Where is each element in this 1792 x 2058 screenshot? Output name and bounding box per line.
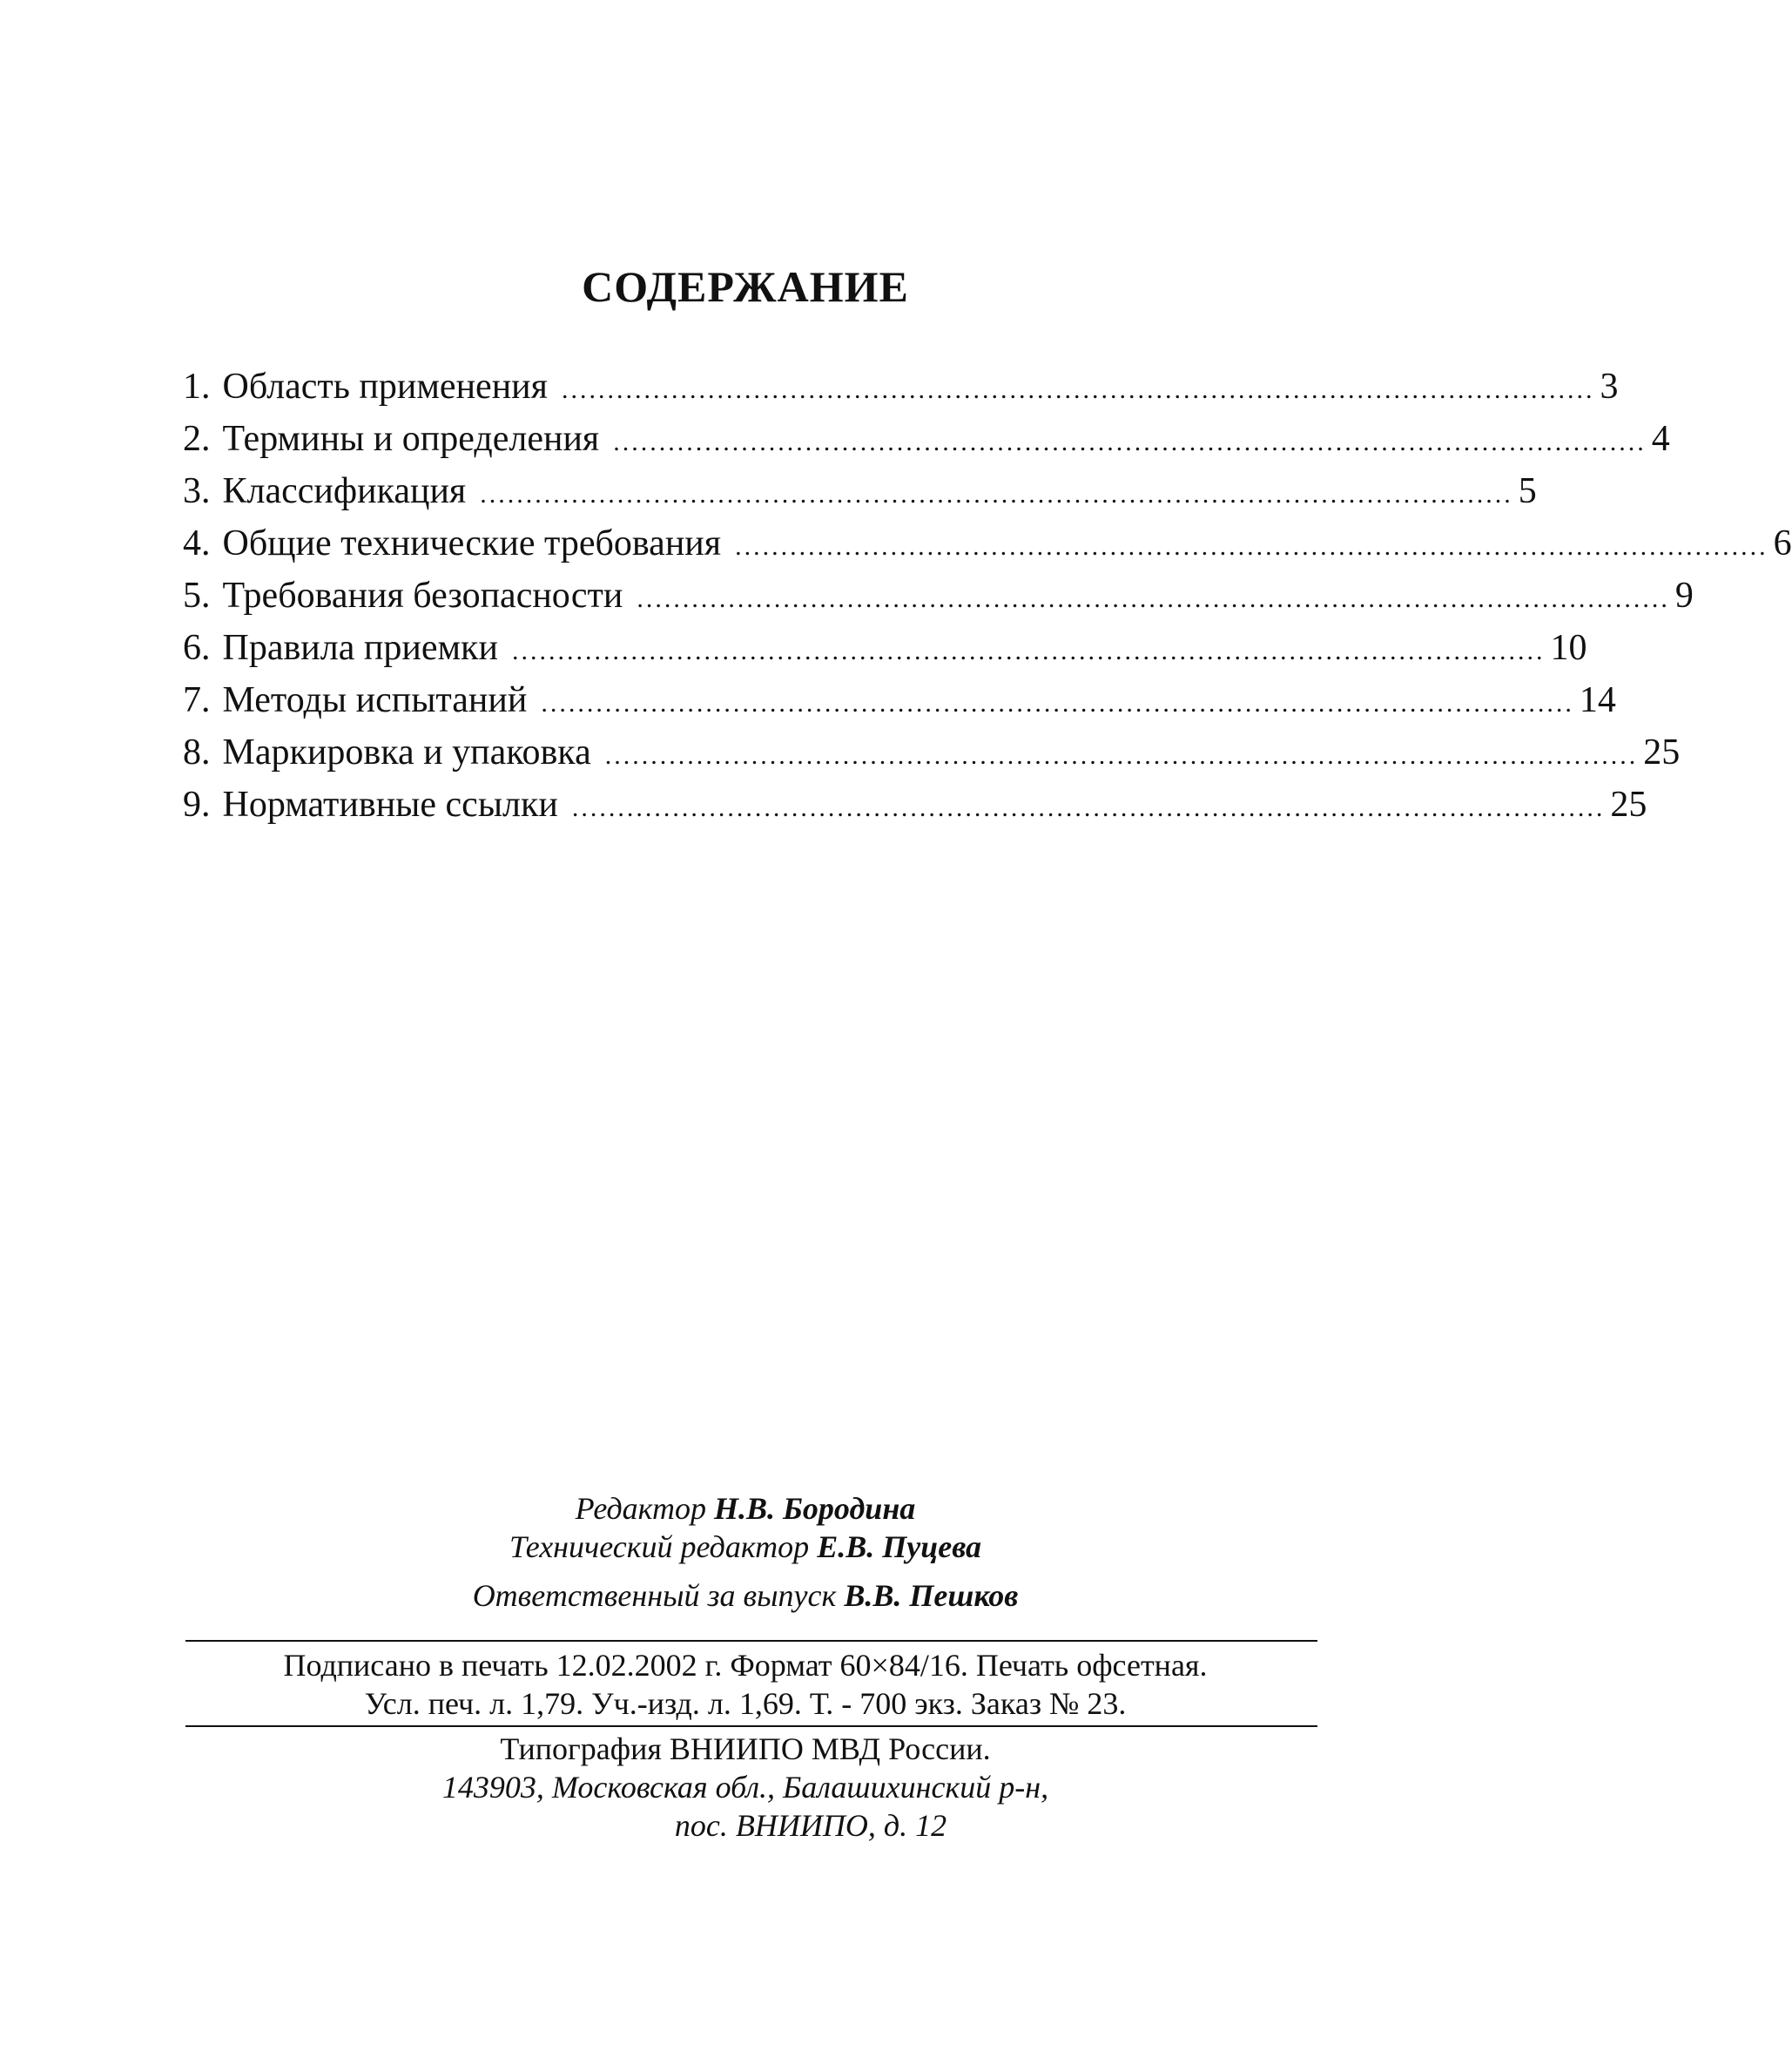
- toc-item-7: [183, 674, 1616, 726]
- responsible-name: В.В. Пешков: [844, 1578, 1019, 1613]
- printer-address-line-2: пос. ВНИИПО, д. 12: [674, 1808, 947, 1843]
- editor-role: Редактор: [575, 1491, 707, 1526]
- toc-item-page: 25: [1610, 785, 1647, 825]
- editor-line: [0, 1489, 1491, 1528]
- toc-item-label: Классификация: [222, 471, 467, 511]
- dot-leader: .................................................................................................................: [637, 584, 1670, 613]
- toc-item-label: Термины и определения: [222, 419, 600, 459]
- toc-item-number: 9.: [183, 785, 211, 825]
- toc-item-page: 3: [1600, 367, 1619, 407]
- tech-editor-line: [0, 1528, 1491, 1566]
- toc-item-number: 7.: [183, 680, 211, 720]
- toc-item-number: 3.: [183, 471, 211, 511]
- tech-editor-name: Е.В. Пуцева: [817, 1529, 982, 1564]
- toc-item-label: Требования безопасности: [222, 576, 623, 616]
- toc-item-4: [183, 517, 1792, 570]
- dot-leader: .................................................................................................................: [604, 741, 1639, 770]
- toc-item-page: 14: [1579, 680, 1616, 720]
- toc-item-page: 6: [1773, 523, 1792, 563]
- toc-item-label: Методы испытаний: [222, 680, 528, 720]
- divider-line: [185, 1640, 1317, 1642]
- credits-block: [0, 1489, 1491, 1615]
- responsible-role: Ответственный за выпуск: [472, 1578, 837, 1613]
- toc-item-number: 5.: [183, 576, 211, 616]
- divider-line: [185, 1725, 1317, 1727]
- printer-block: [0, 1730, 1491, 1845]
- toc-item-3: [183, 465, 1537, 517]
- dot-leader: .................................................................................................................: [561, 375, 1595, 404]
- toc-item-page: 4: [1651, 419, 1670, 459]
- toc-item-page: 25: [1643, 732, 1681, 773]
- dot-leader: .................................................................................................................: [571, 793, 1606, 822]
- toc-item-8: [183, 726, 1681, 779]
- tech-editor-role: Технический редактор: [509, 1529, 810, 1564]
- dot-leader: .................................................................................................................: [613, 428, 1647, 456]
- toc-item-label: Область применения: [222, 367, 548, 407]
- toc-item-5: [183, 570, 1694, 622]
- toc-item-label: Нормативные ссылки: [222, 785, 558, 825]
- table-of-contents: [183, 361, 1792, 831]
- dot-leader: .................................................................................................................: [480, 480, 1513, 509]
- toc-item-number: 8.: [183, 732, 211, 773]
- toc-item-1: [183, 361, 1619, 413]
- toc-item-label: Правила приемки: [222, 628, 498, 668]
- toc-item-number: 2.: [183, 419, 211, 459]
- toc-item-number: 6.: [183, 628, 211, 668]
- toc-title: СОДЕРЖАНИЕ: [582, 262, 909, 311]
- toc-item-number: 4.: [183, 523, 211, 563]
- toc-item-page: 10: [1550, 628, 1587, 668]
- toc-item-2: [183, 413, 1670, 465]
- printer-name: Типография ВНИИПО МВД России.: [500, 1731, 991, 1766]
- print-info-line-2: Усл. печ. л. 1,79. Уч.-изд. л. 1,69. Т. - 700 экз. Заказ № 23.: [364, 1686, 1127, 1721]
- print-info-block: [0, 1646, 1491, 1723]
- toc-item-label: Общие технические требования: [222, 523, 722, 563]
- responsible-line: [0, 1576, 1491, 1615]
- printer-address-line-1: 143903, Московская обл., Балашихинский р-н,: [441, 1770, 1049, 1805]
- toc-item-page: 9: [1674, 576, 1694, 616]
- toc-item-label: Маркировка и упаковка: [222, 732, 591, 773]
- print-info-line-1: Подписано в печать 12.02.2002 г. Формат 60×84/16. Печать офсетная.: [283, 1648, 1208, 1683]
- dot-leader: .................................................................................................................: [541, 689, 1574, 718]
- toc-item-number: 1.: [183, 367, 211, 407]
- toc-item-6: [183, 622, 1587, 674]
- dot-leader: .................................................................................................................: [511, 637, 1546, 665]
- editor-name: Н.В. Бородина: [714, 1491, 916, 1526]
- dot-leader: .................................................................................................................: [735, 532, 1768, 561]
- toc-item-page: 5: [1518, 471, 1537, 511]
- toc-item-9: [183, 779, 1647, 831]
